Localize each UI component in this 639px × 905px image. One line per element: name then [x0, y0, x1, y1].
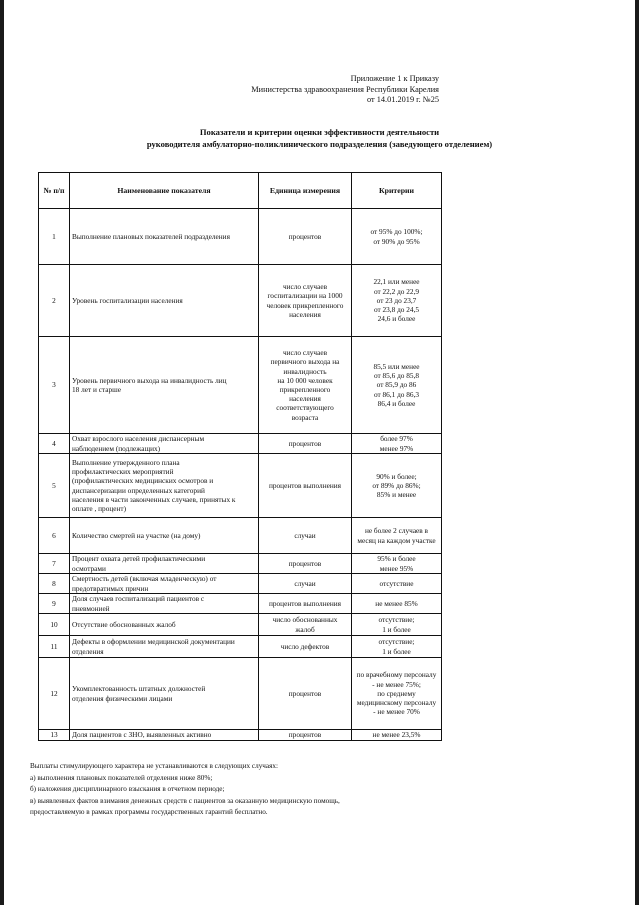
- criteria-value-line: от 86,1 до 86,3: [373, 389, 420, 399]
- criteria-value-line: по среднему: [377, 688, 416, 698]
- indicator-name: [70, 730, 259, 741]
- table-row: [39, 554, 442, 574]
- table-body: [39, 209, 442, 741]
- unit-of-measure-line: число обоснованных: [272, 615, 338, 625]
- indicator-name-line: Дефекты в оформлении медицинской документации: [72, 637, 235, 647]
- table-row: [39, 614, 442, 636]
- unit-of-measure-line: возраста: [291, 412, 319, 422]
- row-number: 7: [39, 554, 70, 574]
- criteria-value-line: отсутствие;: [378, 615, 415, 625]
- unit-of-measure-line: населения: [289, 309, 321, 319]
- row-number: 9: [39, 594, 70, 614]
- indicator-name-line: пневмонией: [72, 603, 110, 613]
- indicator-name-line: Укомплектованность штатных должностей: [72, 684, 206, 694]
- indicator-name-line: диспансеризации определенных категорий: [72, 485, 205, 495]
- indicator-name-line: Уровень госпитализации населения: [72, 295, 183, 305]
- indicator-name: [70, 209, 259, 265]
- row-number: 13: [39, 730, 70, 741]
- table-row: [39, 574, 442, 594]
- footer-notes: [30, 761, 470, 819]
- criteria-value-line: от 22,2 до 22,9: [373, 286, 420, 296]
- row-number: 1: [39, 209, 70, 265]
- criteria-value-line: не менее 85%: [375, 598, 418, 608]
- criteria-value: [352, 337, 442, 434]
- unit-of-measure-line: случаи: [294, 578, 316, 588]
- unit-of-measure-line: госпитализации на 1000: [267, 291, 343, 301]
- indicator-name-line: осмотрами: [72, 563, 106, 573]
- criteria-value: [352, 265, 442, 337]
- appendix-line: Приложение 1 к Приказу: [350, 74, 439, 83]
- indicator-name-line: Охват взрослого населения диспансерным: [72, 434, 205, 444]
- unit-of-measure-line: на 10 000 человек: [277, 375, 333, 385]
- indicator-name-line: Уровень первичного выхода на инвалидность лиц: [72, 375, 227, 385]
- appendix-reference: [251, 74, 439, 106]
- criteria-value: [352, 518, 442, 554]
- criteria-value-line: отсутствие: [379, 578, 414, 588]
- criteria-value-line: 95% и более: [377, 554, 416, 564]
- title-line: руководителя амбулаторно-поликлинического подразделения (заведующего отделением): [146, 139, 493, 149]
- criteria-value-line: 85% и менее: [376, 490, 417, 500]
- indicator-name: [70, 658, 259, 730]
- title-line: Показатели и критерии оценки эффективности деятельности: [199, 127, 440, 137]
- unit-of-measure: [259, 454, 352, 518]
- indicator-name-line: 18 лет и старше: [72, 385, 122, 394]
- criteria-value-line: по врачебному персоналу: [356, 670, 437, 680]
- unit-of-measure: [259, 265, 352, 337]
- footer-line: Выплаты стимулирующего характера не устанавливаются в следующих случаях:: [30, 762, 279, 770]
- appendix-line: Министерства здравоохранения Республики Карелия: [251, 84, 439, 94]
- indicator-name: [70, 265, 259, 337]
- criteria-value-line: более 97%: [380, 434, 413, 444]
- table-row: [39, 658, 442, 730]
- unit-of-measure: [259, 574, 352, 594]
- footer-line: в) выявленных фактов взимания денежных средств с пациентов за оказанную медицинскую помощь,: [30, 796, 340, 805]
- unit-of-measure-line: населения: [289, 394, 321, 404]
- unit-of-measure-line: жалоб: [295, 624, 315, 634]
- criteria-value: [352, 434, 442, 454]
- table-row: [39, 518, 442, 554]
- unit-of-measure: [259, 518, 352, 554]
- indicator-name: [70, 594, 259, 614]
- indicator-name-line: населения в части законченных случаев, принятых к: [72, 494, 236, 504]
- indicator-name-line: Количество смертей на участке (на дому): [72, 530, 201, 540]
- indicator-name-line: предотвратимых причин: [72, 583, 149, 593]
- criteria-value-line: от 23,8 до 24,5: [373, 305, 420, 315]
- table-row: [39, 337, 442, 434]
- criteria-value-line: 24,6 и более: [377, 314, 416, 324]
- criteria-table: [38, 172, 442, 741]
- indicator-name: [70, 434, 259, 454]
- criteria-value-line: от 85,9 до 86: [376, 380, 417, 390]
- criteria-value: [352, 574, 442, 594]
- criteria-value-line: менее 97%: [379, 443, 414, 453]
- column-header-unit: Единица измерения: [259, 173, 352, 209]
- criteria-value-line: от 89% до 86%;: [372, 480, 421, 490]
- indicator-name: [70, 454, 259, 518]
- row-number: 8: [39, 574, 70, 594]
- unit-of-measure: [259, 209, 352, 265]
- criteria-value: [352, 594, 442, 614]
- row-number: 3: [39, 337, 70, 434]
- unit-of-measure: [259, 614, 352, 636]
- criteria-value: [352, 209, 442, 265]
- unit-of-measure-line: соответствующего: [276, 403, 334, 413]
- unit-of-measure: [259, 554, 352, 574]
- table-row: [39, 730, 442, 741]
- row-number: 12: [39, 658, 70, 730]
- indicator-name: [70, 636, 259, 658]
- table-row: [39, 209, 442, 265]
- indicator-name-line: Выполнение утвержденного плана: [72, 457, 180, 467]
- table-row: [39, 454, 442, 518]
- indicator-name-line: отделения физическими лицами: [72, 693, 173, 703]
- criteria-value-line: от 90% до 95%: [373, 236, 420, 246]
- criteria-value-line: от 95% до 100%;: [370, 227, 423, 237]
- unit-of-measure: [259, 730, 352, 741]
- indicator-name-line: Отсутствие обоснованных жалоб: [72, 619, 176, 629]
- criteria-value-line: 85,5 или менее: [373, 361, 420, 371]
- unit-of-measure: [259, 594, 352, 614]
- row-number: 2: [39, 265, 70, 337]
- unit-of-measure-line: процентов: [288, 558, 322, 568]
- appendix-line: от 14.01.2019 г. №25: [367, 95, 439, 104]
- unit-of-measure: [259, 337, 352, 434]
- unit-of-measure-line: человек прикрепленного: [266, 300, 344, 310]
- indicator-name: [70, 337, 259, 434]
- criteria-value: [352, 636, 442, 658]
- criteria-value-line: менее 95%: [379, 563, 414, 573]
- indicator-name-line: Смертность детей (включая младенческую) от: [72, 574, 217, 584]
- criteria-value-line: медицинскому персоналу: [356, 698, 437, 708]
- table-row: [39, 594, 442, 614]
- row-number: 4: [39, 434, 70, 454]
- footer-line: предоставляемую в рамках программы государственных гарантий бесплатно.: [30, 808, 268, 817]
- unit-of-measure-line: процентов: [288, 438, 322, 448]
- unit-of-measure-line: процентов выполнения: [268, 480, 342, 490]
- criteria-value-line: 22,1 или менее: [373, 277, 420, 287]
- unit-of-measure-line: процентов: [288, 688, 322, 698]
- indicator-name-line: Доля пациентов с ЗНО, выявленных активно: [72, 730, 212, 740]
- criteria-value: [352, 730, 442, 741]
- criteria-value-line: от 85,6 до 85,8: [373, 371, 420, 381]
- criteria-value-line: - не менее 70%: [373, 707, 420, 717]
- unit-of-measure-line: случаи: [294, 530, 316, 540]
- indicator-name: [70, 574, 259, 594]
- indicator-name-line: Процент охвата детей профилактическими: [72, 554, 206, 564]
- unit-of-measure-line: число случаев: [282, 348, 328, 358]
- criteria-value: [352, 614, 442, 636]
- table-header-row: [39, 173, 442, 209]
- footer-line: б) наложения дисциплинарного взыскания в отчетном периоде;: [30, 785, 225, 794]
- indicator-name-line: Выполнение плановых показателей подразделения: [72, 231, 230, 241]
- unit-of-measure-line: прикрепленного: [279, 385, 331, 394]
- unit-of-measure: [259, 434, 352, 454]
- unit-of-measure-line: процентов: [288, 231, 322, 241]
- row-number: 6: [39, 518, 70, 554]
- indicator-name: [70, 518, 259, 554]
- criteria-value: [352, 454, 442, 518]
- criteria-value: [352, 554, 442, 574]
- unit-of-measure-line: процентов: [288, 730, 322, 740]
- indicator-name: [70, 554, 259, 574]
- indicator-name: [70, 614, 259, 636]
- criteria-value-line: от 23 до 23,7: [376, 295, 417, 305]
- table-row: [39, 434, 442, 454]
- indicator-name-line: Доля случаев госпитализаций пациентов с: [72, 594, 205, 604]
- criteria-value-line: не менее 23,5%: [372, 730, 421, 740]
- indicator-name-line: оплате , процент): [72, 503, 127, 513]
- criteria-value-line: отсутствие;: [378, 637, 415, 647]
- unit-of-measure-line: процентов выполнения: [268, 598, 342, 608]
- criteria-value-line: - не менее 75%;: [372, 679, 421, 689]
- unit-of-measure-line: первичного выхода на: [270, 357, 340, 367]
- unit-of-measure-line: число дефектов: [280, 641, 330, 651]
- unit-of-measure: [259, 658, 352, 730]
- criteria-value-line: 90% и более;: [376, 471, 417, 481]
- column-header-criteria: Критерии: [352, 173, 442, 209]
- criteria-value-line: 1 и более: [382, 646, 411, 656]
- column-header-number: № п/п: [39, 173, 70, 209]
- criteria-value-line: 1 и более: [382, 624, 411, 634]
- table-row: [39, 636, 442, 658]
- criteria-value: [352, 658, 442, 730]
- column-header-indicator: Наименование показателя: [70, 173, 259, 209]
- unit-of-measure: [259, 636, 352, 658]
- unit-of-measure-line: инвалидность: [283, 366, 327, 376]
- indicator-name-line: профилактических мероприятий: [72, 467, 174, 477]
- row-number: 5: [39, 454, 70, 518]
- indicator-name-line: (профилактических медицинских осмотров и: [72, 476, 214, 486]
- row-number: 10: [39, 614, 70, 636]
- unit-of-measure-line: число случаев: [282, 282, 328, 292]
- indicator-name-line: наблюдением (подлежащих): [72, 443, 161, 453]
- row-number: 11: [39, 636, 70, 658]
- document-title: [0, 126, 639, 150]
- criteria-value-line: 86,4 и более: [377, 398, 416, 408]
- table-row: [39, 265, 442, 337]
- indicator-name-line: отделения: [72, 646, 104, 656]
- criteria-value-line: не более 2 случаев в: [364, 526, 429, 536]
- criteria-value-line: месяц на каждом участке: [357, 535, 436, 545]
- footer-line: а) выполнения плановых показателей отделения ниже 80%;: [30, 773, 213, 782]
